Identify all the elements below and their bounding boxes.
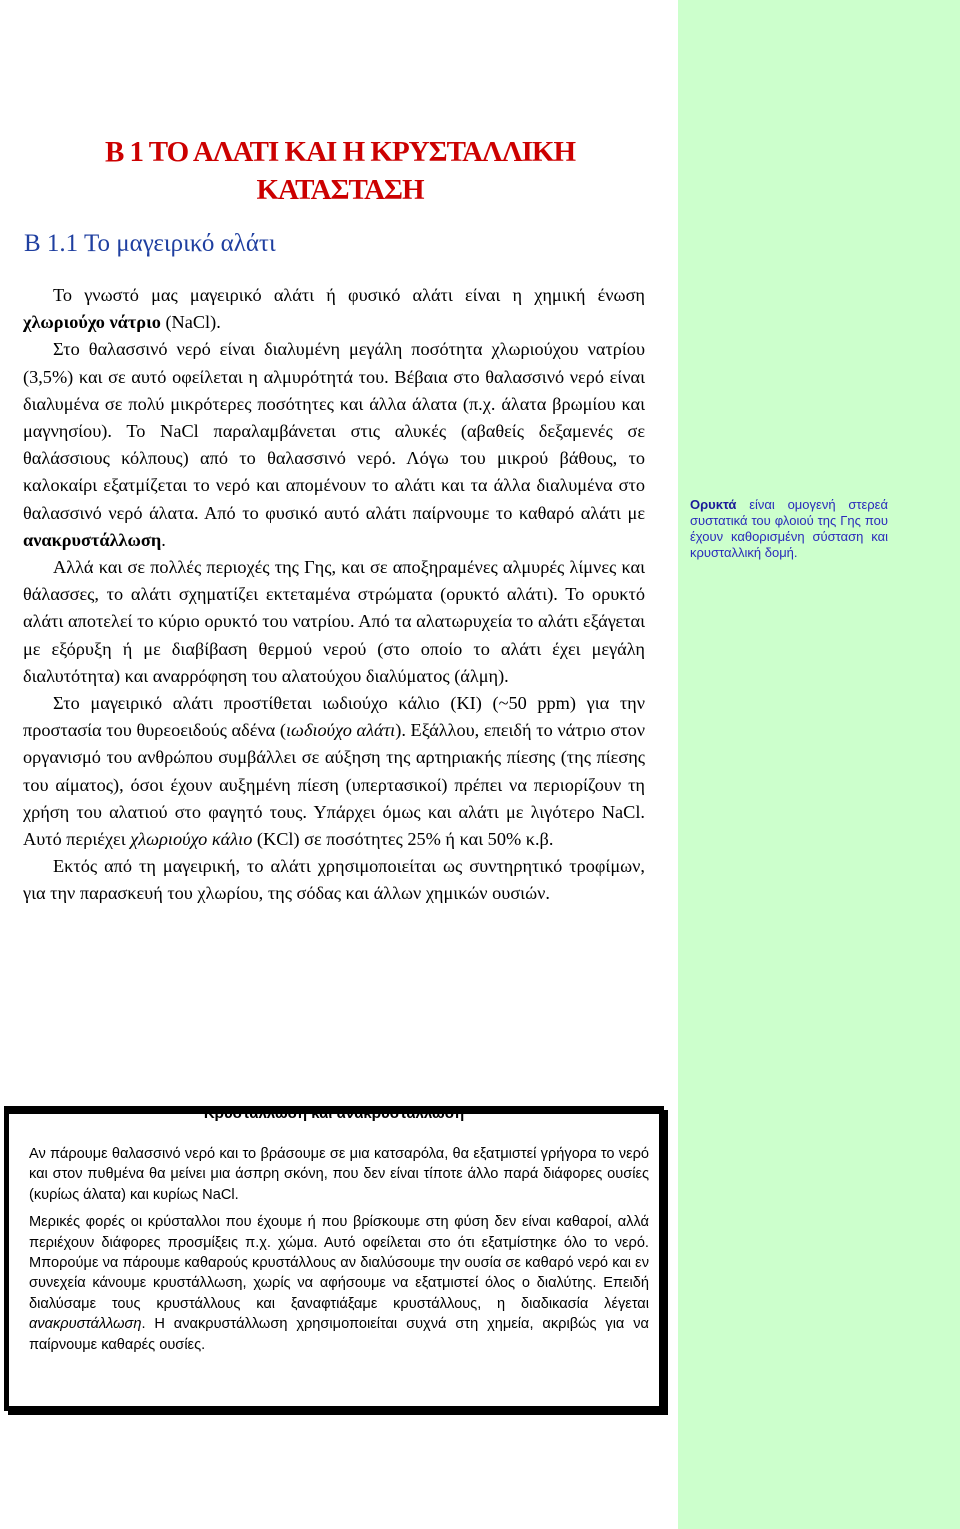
info-box-paragraph-2 <box>29 1212 649 1355</box>
text-run: (NaCl). <box>160 312 221 333</box>
term-bold: χλωριούχο νάτριο <box>23 312 161 333</box>
paragraph-5: Εκτός από τη μαγειρική, το αλάτι χρησιμοποιείται ως συντηρητικό τροφίμων, για την παρασκευή του χλωρίου, της σόδας και άλλων χημικών ουσιών. <box>23 856 645 904</box>
definition-term: Ορυκτά <box>690 497 737 512</box>
info-box-title: Κρυστάλλωση και ανακρυστάλλωση <box>203 1105 465 1122</box>
definition-text: είναι ομογενή στερεά συστατικά του φλοιού της Γης που έχουν καθορισμένη σύσταση και κρυσταλλική δομή. <box>690 497 888 560</box>
text-run: . <box>161 529 166 550</box>
term-bold: ανακρυστάλλωση <box>23 529 162 550</box>
info-box-body <box>29 1144 649 1355</box>
sidebar-definition-note <box>690 497 888 561</box>
sidebar-background <box>678 0 960 1529</box>
text-run: (KCl) σε ποσότητες 25% ή και 50% κ.β. <box>252 829 554 850</box>
info-box-paragraph-1: Αν πάρουμε θαλασσινό νερό και το βράσουμε σε μια κατσαρόλα, θα εξατμιστεί γρήγορα το νερό και στον πυθμένα θα μείνει μια άσπρη σκόνη, που δεν είναι τίποτε άλλο παρά διάφορες ουσίες (κυρίως άλατα) και κυρίως NaCl. <box>29 1146 649 1203</box>
text-run: Μερικές φορές οι κρύσταλλοι που έχουμε ή που βρίσκουμε στη φύση δεν είναι καθαροί, αλλά περιέχουν διάφορες προσμίξεις π.χ. χώμα. Αυτό οφείλεται στο ότι εξατμίστηκε όλο το νερό. Μπορούμε να πάρουμε καθαρούς κρυστάλλους αν διαλύσουμε την ουσία σε καθαρό νερό και εν συνεχεία κάνουμε κρυστάλλωση, χωρίς να αφήσουμε να εξατμιστεί όλος ο διαλύτης. Επειδή διαλύσαμε τους κρυστάλλους και ξαναφτιάξαμε κρυστάλλους, η διαδικασία λέγεται <box>29 1214 649 1312</box>
text-run: Στο θαλασσινό νερό είναι διαλυμένη μεγάλη ποσότητα χλωριούχου νατρίου (3,5%) και σε αυτό οφείλεται η αλμυρότητά του. Βέβαια στο θαλασσινό νερό είναι διαλυμένα σε πολύ μικρότερες ποσότητες και άλλα άλατα (π.χ. άλατα βρωμίου και μαγνησίου). Το NaCl παραλαμβάνεται στις αλυκές (αβαθείς δεξαμενές σε θαλάσσιους κόλπους) από το θαλασσινό νερό. Λόγω του μικρού βάθους, το καλοκαίρι εξατμίζεται το νερό και απομένουν το αλάτι και τα άλλα διαλυμένα στο θαλασσινό νερό άλατα. Από το φυσικό αυτό αλάτι παίρνουμε το καθαρό αλάτι με <box>23 339 645 523</box>
text-run: Στο μαγειρικό αλάτι προστίθεται ιωδιούχο κάλιο (ΚΙ) (~50 ppm) για την προστασία του θυρεοειδούς αδένα ( <box>23 693 645 741</box>
term-italic: ανακρυστάλλωση <box>29 1316 142 1333</box>
chapter-title: Β 1 ΤΟ ΑΛΑΤΙ ΚΑΙ Η ΚΡΥΣΤΑΛΛΙΚΗ ΚΑΤΑΣΤΑΣΗ <box>104 136 576 206</box>
text-run: ). Εξάλλου, επειδή το νάτριο στον οργανισμό του ανθρώπου συμβάλλει σε αύξηση της αρτηριακής πίεσης (της πίεσης του αίματος), όσοι έχουν αυξημένη πίεση (υπερτασικοί) πρέπει να περιορίζουν τη χρήση του αλατιού στο φαγητό τους. Υπάρχει όμως και αλάτι με λιγότερο NaCl. Αυτό περιέχει <box>23 720 645 850</box>
term-italic: χλωριούχο κάλιο <box>130 829 253 850</box>
paragraph-2 <box>23 336 645 554</box>
section-title: Β 1.1 Το μαγειρικό αλάτι <box>24 230 276 257</box>
paragraph-4 <box>23 690 645 853</box>
info-box <box>4 1106 664 1411</box>
paragraph-3: Αλλά και σε πολλές περιοχές της Γης, και σε αποξηραμένες αλμυρές λίμνες και θάλασσες, το αλάτι σχηματίζει εκτεταμένα στρώματα (ορυκτό αλάτι). Το ορυκτό αλάτι αποτελεί το κύριο ορυκτό του νατρίου. Από τα αλατωρυχεία το αλάτι εξάγεται με εξόρυξη ή με διαβίβαση θερμού νερού (στο οποίο το αλάτι έχει μεγάλη διαλυτότητα) και αναρρόφηση του αλατούχου διαλύματος (άλμη). <box>23 557 645 686</box>
text-run: Το γνωστό μας μαγειρικό αλάτι ή φυσικό αλάτι είναι η χημική ένωση <box>53 285 645 305</box>
term-italic: ιωδιούχο αλάτι <box>285 720 396 741</box>
text-run: . Η ανακρυστάλλωση χρησιμοποιείται συχνά στη χημεία, ακριβώς για να παίρνουμε καθαρές ουσίες. <box>29 1316 649 1353</box>
main-body-text <box>23 282 645 908</box>
paragraph-1 <box>23 282 645 336</box>
